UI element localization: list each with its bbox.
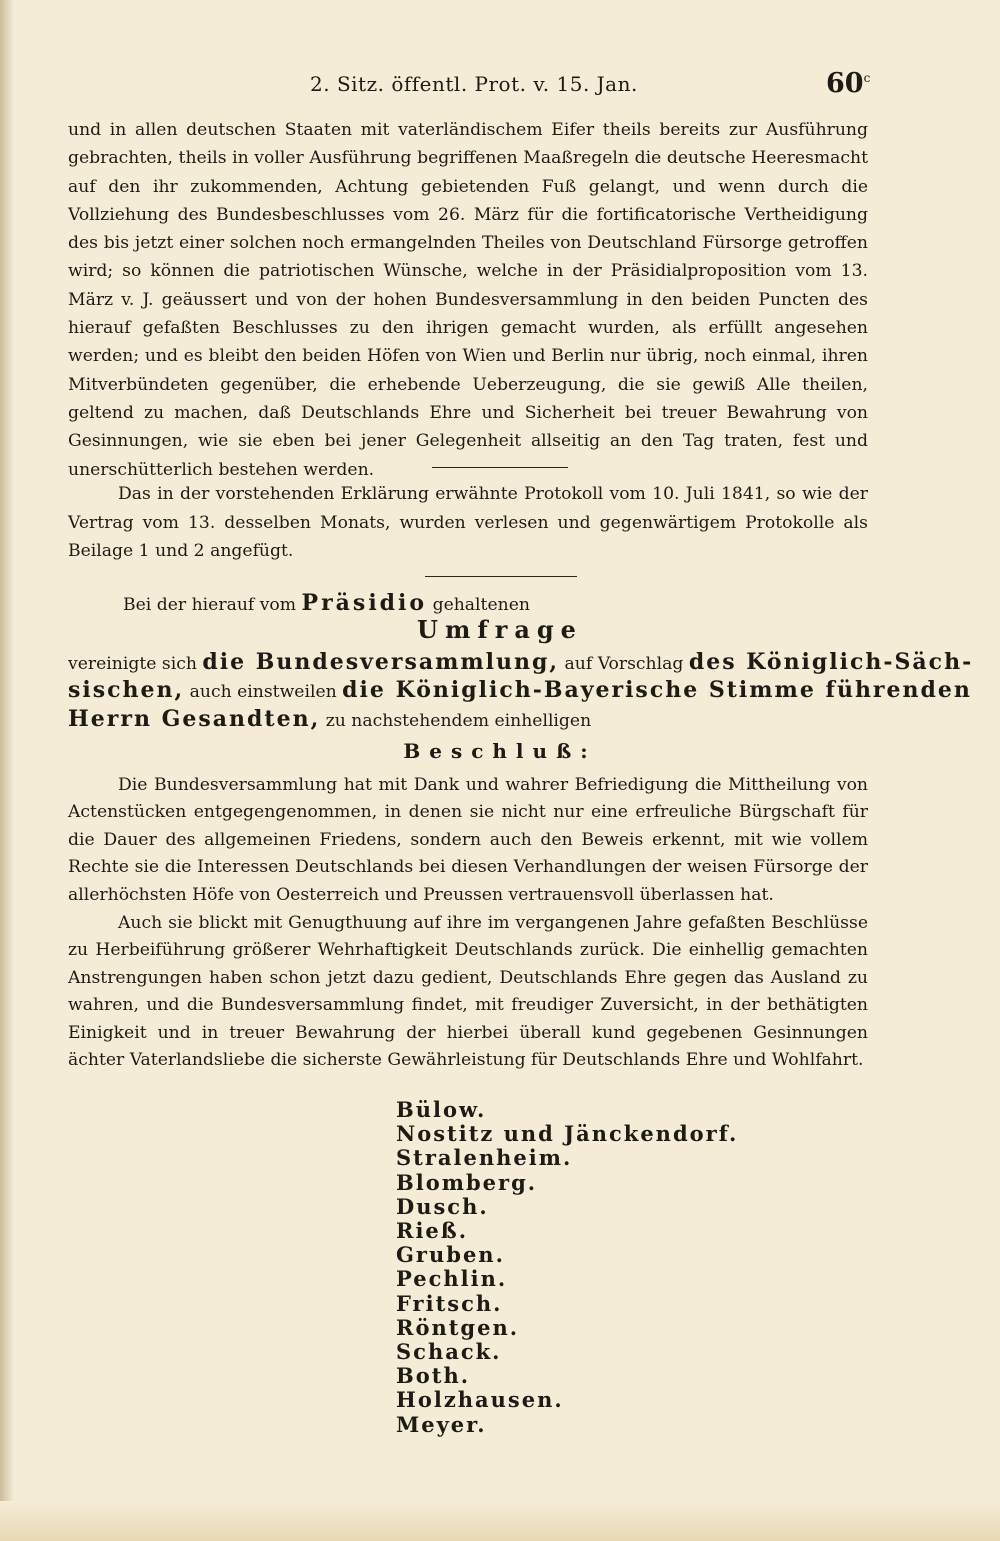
resolution-line — [68, 706, 591, 732]
intro-suffix: gehaltenen — [432, 595, 530, 615]
page-bottom-shadow — [0, 1501, 1000, 1541]
umfrage-intro — [123, 590, 530, 616]
resolution-text: zu nachstehendem einhelligen — [325, 711, 592, 731]
resolution-line — [68, 677, 972, 703]
signature-name: Both. — [396, 1363, 471, 1389]
resolution-emphasis: Herrn Gesandten, — [68, 706, 321, 732]
signature-name: Blomberg. — [396, 1169, 538, 1195]
umfrage-heading: Umfrage — [417, 615, 583, 644]
resolution-line — [68, 649, 973, 675]
resolution-text: vereinigte sich — [68, 654, 197, 674]
paragraph-resolution-1: Die Bundesversammlung hat mit Dank und wahrer Befriedigung die Mittheilung von Actenstücken entgegengenommen, in denen sie nicht nur eine erfreuliche Bürgschaft für die Dauer des allgemeinen Friedens, sondern auch den Beweis erkennt, mit wie vollem Rechte sie die Interessen Deutschlands bei diesen Verhandlungen der weisen Fürsorge der allerhöchsten Höfe von Oesterreich und Preussen vertrauensvoll überlassen hat. — [68, 775, 868, 905]
resolution-text: auf Vorschlag — [564, 654, 684, 674]
resolution-text: auch einstweilen — [189, 682, 337, 702]
signature-name: Dusch. — [396, 1193, 489, 1219]
page-number-suffix: c — [863, 71, 871, 85]
signature-name: Nostitz und Jänckendorf. — [396, 1121, 739, 1147]
page-header — [0, 68, 1000, 102]
signature-name: Stralenheim. — [396, 1145, 573, 1171]
signature-name: Schack. — [396, 1339, 502, 1365]
resolution-emphasis: die Bundesversammlung, — [202, 649, 560, 675]
page-number — [826, 68, 870, 99]
signature-name: Fritsch. — [396, 1290, 503, 1316]
signature-name: Holzhausen. — [396, 1387, 564, 1413]
resolution-emphasis: sischen, — [68, 677, 185, 703]
signature-name: Pechlin. — [396, 1266, 508, 1292]
page-number-value: 60 — [826, 68, 864, 99]
paragraph-protocol-note: Das in der vorstehenden Erklärung erwähnte Protokoll vom 10. Juli 1841, so wie der Vertrag vom 13. desselben Monats, wurden verlesen und gegenwärtigem Protokolle als Beilage 1 und 2 angefügt. — [68, 484, 868, 561]
running-head: 2. Sitz. öffentl. Prot. v. 15. Jan. — [310, 72, 638, 96]
signature-name: Rieß. — [396, 1218, 469, 1244]
signature-name: Meyer. — [396, 1411, 487, 1437]
section-divider — [425, 576, 577, 577]
section-divider — [432, 467, 568, 468]
paragraph-declaration-end: und in allen deutschen Staaten mit vaterländischem Eifer theils bereits zur Ausführung gebrachten, theils in voller Ausführung begriffenen Maaßregeln die deutsche Heeresmacht auf den ihr zukommenden, Achtung gebietenden Fuß gelangt, und wenn durch die Vollziehung des Bundesbeschlusses vom 26. März für die fortificatorische Vertheidigung des bis jetzt einer solchen noch ermangelnden Theiles von Deutschland Fürsorge getroffen wird; so können die patriotischen Wünsche, welche in der Präsidialproposition vom 13. März v. J. geäussert und von der hohen Bundesversammlung in den beiden Puncten des hierauf gefaßten Beschlusses zu den ihrigen gemacht wurden, als erfüllt angesehen werden; und es bleibt den beiden Höfen von Wien und Berlin nur übrig, noch einmal, ihren Mitverbündeten gegenüber, die erhebende Ueberzeugung, die sie gewiß Alle theilen, geltend zu machen, daß Deutschlands Ehre und Sicherheit bei treuer Bewahrung von Gesinnungen, wie sie eben bei jener Gelegenheit allseitig an den Tag traten, fest und unerschütterlich bestehen werden. — [68, 120, 868, 480]
praesidio-word: Präsidio — [301, 590, 428, 616]
paragraph-resolution-2: Auch sie blickt mit Genugthuung auf ihre im vergangenen Jahre gefaßten Beschlüsse zu Herbeiführung größerer Wehrhaftigkeit Deutschlands zurück. Die einhellig gemachten Anstrengungen haben schon jetzt dazu gedient, Deutschlands Ehre gegen das Ausland zu wahren, und die Bundesversammlung findet, mit freudiger Zuversicht, in der bethätigten Einigkeit und in treuer Bewahrung der hierbei überall kund gegebenen Gesinnungen ächter Vaterlandsliebe die sicherste Gewährleistung für Deutschlands Ehre und Wohlfahrt. — [68, 913, 868, 1071]
signature-name: Röntgen. — [396, 1314, 520, 1340]
signature-list — [396, 1098, 738, 1437]
signature-name: Bülow. — [396, 1097, 487, 1122]
resolution-emphasis: des Königlich-Säch- — [688, 649, 974, 675]
page-edge-shadow — [0, 0, 14, 1541]
signature-name: Gruben. — [396, 1242, 505, 1268]
intro-prefix: Bei der hierauf vom — [123, 595, 297, 615]
beschluss-heading: Beschluß: — [403, 739, 597, 763]
resolution-emphasis: die Königlich-Bayerische Stimme führenden — [342, 677, 972, 703]
